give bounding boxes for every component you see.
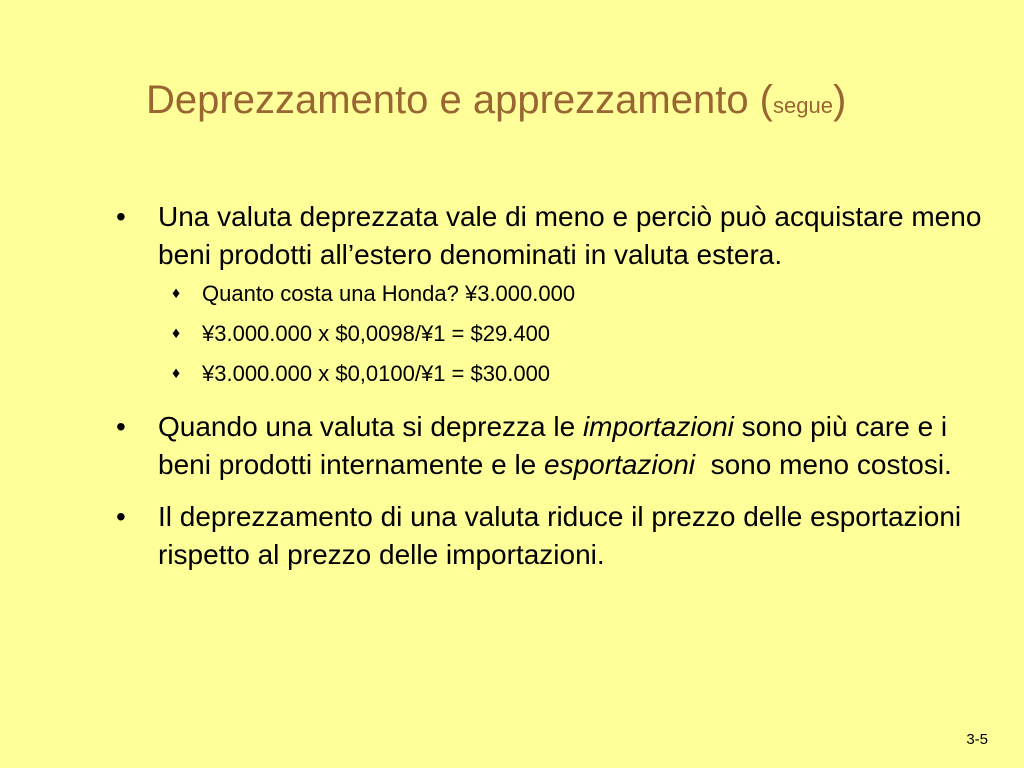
sub-item-text: ¥3.000.000 x $0,0100/¥1 = $30.000 [202,361,551,386]
sub-item-text: ¥3.000.000 x $0,0098/¥1 = $29.400 [202,321,551,346]
bullet-2 [116,408,996,484]
bullet-2-italic-esportazioni: esportazioni [544,449,696,480]
slide-title [146,74,846,132]
title-small: segue [773,93,833,118]
bullet-marker: • [116,501,126,532]
bullet-1 [116,198,996,274]
title-close: ) [832,78,847,122]
bullet-2-text-c: sono meno costosi. [695,449,952,480]
bullet-2-text-b: sono più care e i beni prodotti internamente e le [158,411,948,480]
diamond-bullet-icon: ♦ [172,365,181,382]
title-main: Deprezzamento e apprezzamento ( [146,78,773,122]
spacer [116,484,996,498]
sub-item-text: Quanto costa una Honda? ¥3.000.000 [202,281,576,306]
diamond-bullet-icon: ♦ [172,325,181,342]
slide-body [116,198,996,574]
bullet-2-italic-importazioni: importazioni [582,411,734,442]
bullet-3 [116,498,996,574]
bullet-2-text-a: Quando una valuta si deprezza le [158,411,583,442]
sub-item-3 [116,354,996,394]
sub-item-2 [116,314,996,354]
bullet-marker: • [116,411,126,442]
bullet-marker: • [116,201,126,232]
sub-item-1 [116,274,996,314]
diamond-bullet-icon: ♦ [172,285,181,302]
bullet-3-text: Il deprezzamento di una valuta riduce il prezzo delle esportazioni rispetto al prezzo delle importazioni. [158,501,962,570]
bullet-1-text: Una valuta deprezzata vale di meno e perciò può acquistare meno beni prodotti all’estero denominati in valuta estera. [158,201,982,270]
sub-list [116,274,996,394]
page-number: 3-5 [966,731,988,748]
